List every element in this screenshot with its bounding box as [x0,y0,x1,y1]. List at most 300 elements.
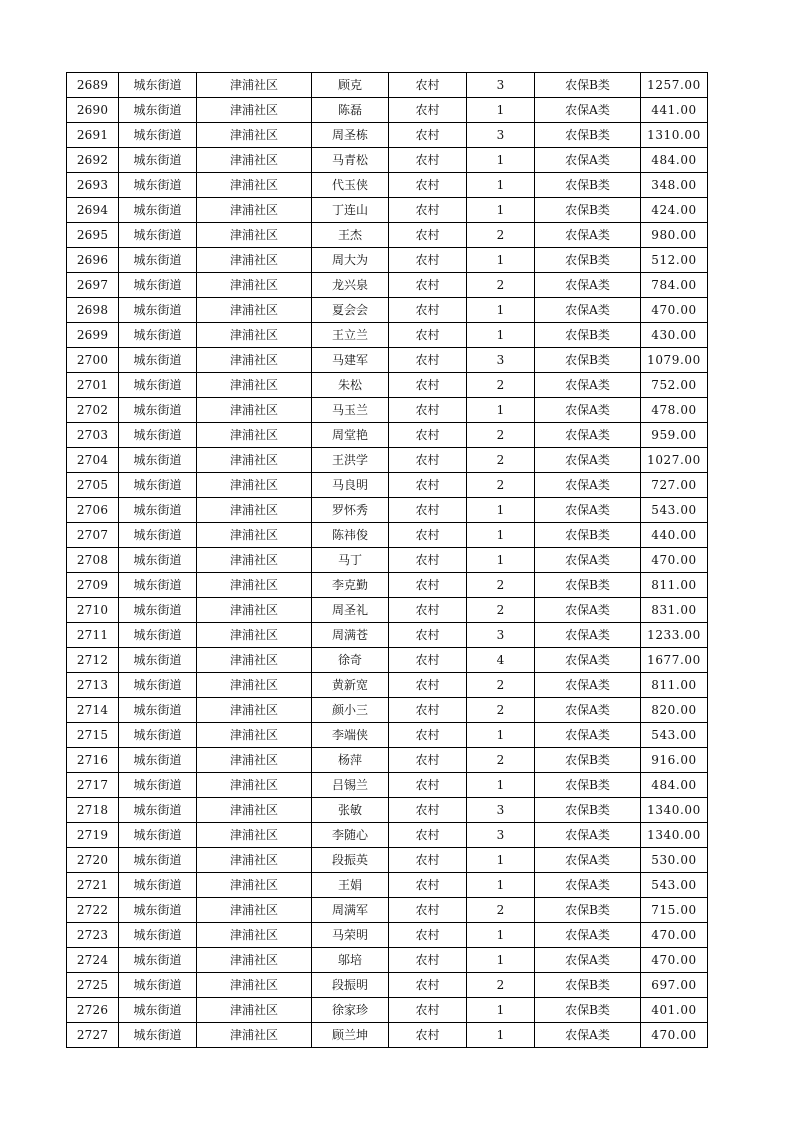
name-cell: 段振英 [312,848,389,873]
table-row [67,748,708,773]
street-cell: 城东街道 [119,248,197,273]
household-count-cell: 1 [467,948,535,973]
insurance-category-cell: 农保A类 [535,698,641,723]
amount-cell: 1257.00 [641,73,708,98]
area-type-cell: 农村 [389,198,467,223]
amount-cell: 543.00 [641,873,708,898]
area-type-cell: 农村 [389,73,467,98]
area-type-cell: 农村 [389,548,467,573]
table-row [67,173,708,198]
table-row [67,98,708,123]
community-cell: 津浦社区 [197,648,312,673]
street-cell: 城东街道 [119,798,197,823]
household-count-cell: 1 [467,723,535,748]
name-cell: 马良明 [312,473,389,498]
name-cell: 徐奇 [312,648,389,673]
street-cell: 城东街道 [119,373,197,398]
area-type-cell: 农村 [389,173,467,198]
community-cell: 津浦社区 [197,573,312,598]
name-cell: 颜小三 [312,698,389,723]
area-type-cell: 农村 [389,798,467,823]
name-cell: 马荣明 [312,923,389,948]
insurance-category-cell: 农保B类 [535,573,641,598]
community-cell: 津浦社区 [197,98,312,123]
row-number-cell: 2718 [67,798,119,823]
row-number-cell: 2712 [67,648,119,673]
area-type-cell: 农村 [389,223,467,248]
name-cell: 王娟 [312,873,389,898]
area-type-cell: 农村 [389,898,467,923]
row-number-cell: 2711 [67,623,119,648]
insurance-category-cell: 农保B类 [535,323,641,348]
community-cell: 津浦社区 [197,673,312,698]
community-cell: 津浦社区 [197,623,312,648]
insurance-category-cell: 农保A类 [535,148,641,173]
row-number-cell: 2695 [67,223,119,248]
row-number-cell: 2715 [67,723,119,748]
household-count-cell: 2 [467,698,535,723]
name-cell: 夏会会 [312,298,389,323]
community-cell: 津浦社区 [197,273,312,298]
table-row [67,273,708,298]
amount-cell: 440.00 [641,523,708,548]
household-count-cell: 1 [467,998,535,1023]
insurance-category-cell: 农保A类 [535,498,641,523]
insurance-category-cell: 农保A类 [535,473,641,498]
street-cell: 城东街道 [119,148,197,173]
amount-cell: 1677.00 [641,648,708,673]
amount-cell: 478.00 [641,398,708,423]
row-number-cell: 2698 [67,298,119,323]
table-row [67,723,708,748]
community-cell: 津浦社区 [197,323,312,348]
amount-cell: 1027.00 [641,448,708,473]
community-cell: 津浦社区 [197,948,312,973]
name-cell: 陈磊 [312,98,389,123]
community-cell: 津浦社区 [197,873,312,898]
name-cell: 马玉兰 [312,398,389,423]
street-cell: 城东街道 [119,498,197,523]
community-cell: 津浦社区 [197,423,312,448]
table-row [67,923,708,948]
row-number-cell: 2697 [67,273,119,298]
community-cell: 津浦社区 [197,823,312,848]
street-cell: 城东街道 [119,923,197,948]
insurance-category-cell: 农保A类 [535,848,641,873]
household-count-cell: 1 [467,398,535,423]
insurance-category-cell: 农保A类 [535,98,641,123]
community-cell: 津浦社区 [197,548,312,573]
household-count-cell: 2 [467,673,535,698]
insurance-category-cell: 农保A类 [535,548,641,573]
insurance-category-cell: 农保A类 [535,823,641,848]
community-cell: 津浦社区 [197,923,312,948]
household-count-cell: 2 [467,373,535,398]
row-number-cell: 2726 [67,998,119,1023]
street-cell: 城东街道 [119,748,197,773]
street-cell: 城东街道 [119,398,197,423]
street-cell: 城东街道 [119,473,197,498]
area-type-cell: 农村 [389,98,467,123]
area-type-cell: 农村 [389,823,467,848]
data-table [66,72,708,1048]
amount-cell: 470.00 [641,548,708,573]
amount-cell: 424.00 [641,198,708,223]
table-row [67,698,708,723]
insurance-category-cell: 农保A类 [535,623,641,648]
table-row [67,673,708,698]
row-number-cell: 2716 [67,748,119,773]
household-count-cell: 3 [467,123,535,148]
insurance-category-cell: 农保A类 [535,873,641,898]
row-number-cell: 2713 [67,673,119,698]
amount-cell: 811.00 [641,573,708,598]
table-body [67,73,708,1048]
street-cell: 城东街道 [119,898,197,923]
amount-cell: 715.00 [641,898,708,923]
household-count-cell: 3 [467,73,535,98]
amount-cell: 1310.00 [641,123,708,148]
name-cell: 周圣栋 [312,123,389,148]
area-type-cell: 农村 [389,648,467,673]
table-row [67,148,708,173]
area-type-cell: 农村 [389,248,467,273]
amount-cell: 727.00 [641,473,708,498]
household-count-cell: 1 [467,498,535,523]
name-cell: 朱松 [312,373,389,398]
household-count-cell: 3 [467,823,535,848]
amount-cell: 980.00 [641,223,708,248]
community-cell: 津浦社区 [197,998,312,1023]
table-row [67,873,708,898]
area-type-cell: 农村 [389,848,467,873]
amount-cell: 1233.00 [641,623,708,648]
street-cell: 城东街道 [119,948,197,973]
amount-cell: 1340.00 [641,823,708,848]
street-cell: 城东街道 [119,698,197,723]
street-cell: 城东街道 [119,323,197,348]
street-cell: 城东街道 [119,273,197,298]
row-number-cell: 2714 [67,698,119,723]
name-cell: 徐家珍 [312,998,389,1023]
street-cell: 城东街道 [119,348,197,373]
row-number-cell: 2724 [67,948,119,973]
name-cell: 顾克 [312,73,389,98]
row-number-cell: 2722 [67,898,119,923]
area-type-cell: 农村 [389,873,467,898]
household-count-cell: 1 [467,248,535,273]
table-row [67,498,708,523]
table-row [67,573,708,598]
insurance-category-cell: 农保B类 [535,998,641,1023]
insurance-category-cell: 农保A类 [535,1023,641,1048]
name-cell: 龙兴泉 [312,273,389,298]
name-cell: 周堂艳 [312,423,389,448]
row-number-cell: 2693 [67,173,119,198]
community-cell: 津浦社区 [197,398,312,423]
amount-cell: 831.00 [641,598,708,623]
household-count-cell: 2 [467,223,535,248]
amount-cell: 697.00 [641,973,708,998]
area-type-cell: 农村 [389,773,467,798]
community-cell: 津浦社区 [197,373,312,398]
insurance-category-cell: 农保B类 [535,248,641,273]
name-cell: 顾兰坤 [312,1023,389,1048]
insurance-category-cell: 农保A类 [535,373,641,398]
community-cell: 津浦社区 [197,748,312,773]
area-type-cell: 农村 [389,973,467,998]
insurance-category-cell: 农保A类 [535,398,641,423]
street-cell: 城东街道 [119,523,197,548]
street-cell: 城东街道 [119,673,197,698]
household-count-cell: 1 [467,848,535,873]
amount-cell: 752.00 [641,373,708,398]
amount-cell: 430.00 [641,323,708,348]
community-cell: 津浦社区 [197,73,312,98]
table-row [67,448,708,473]
amount-cell: 348.00 [641,173,708,198]
household-count-cell: 1 [467,773,535,798]
row-number-cell: 2703 [67,423,119,448]
amount-cell: 916.00 [641,748,708,773]
street-cell: 城东街道 [119,648,197,673]
household-count-cell: 4 [467,648,535,673]
row-number-cell: 2694 [67,198,119,223]
community-cell: 津浦社区 [197,198,312,223]
community-cell: 津浦社区 [197,223,312,248]
area-type-cell: 农村 [389,623,467,648]
community-cell: 津浦社区 [197,123,312,148]
name-cell: 马建军 [312,348,389,373]
insurance-category-cell: 农保A类 [535,648,641,673]
table-row [67,898,708,923]
name-cell: 马青松 [312,148,389,173]
area-type-cell: 农村 [389,923,467,948]
row-number-cell: 2705 [67,473,119,498]
community-cell: 津浦社区 [197,698,312,723]
community-cell: 津浦社区 [197,148,312,173]
amount-cell: 401.00 [641,998,708,1023]
household-count-cell: 3 [467,623,535,648]
insurance-category-cell: 农保B类 [535,798,641,823]
street-cell: 城东街道 [119,548,197,573]
street-cell: 城东街道 [119,123,197,148]
area-type-cell: 农村 [389,473,467,498]
row-number-cell: 2709 [67,573,119,598]
amount-cell: 811.00 [641,673,708,698]
community-cell: 津浦社区 [197,723,312,748]
street-cell: 城东街道 [119,623,197,648]
table-row [67,773,708,798]
household-count-cell: 2 [467,273,535,298]
amount-cell: 484.00 [641,148,708,173]
amount-cell: 1340.00 [641,798,708,823]
name-cell: 黄新宽 [312,673,389,698]
household-count-cell: 2 [467,973,535,998]
insurance-category-cell: 农保B类 [535,198,641,223]
area-type-cell: 农村 [389,273,467,298]
table-row [67,798,708,823]
area-type-cell: 农村 [389,148,467,173]
name-cell: 马丁 [312,548,389,573]
street-cell: 城东街道 [119,773,197,798]
table-row [67,73,708,98]
household-count-cell: 1 [467,1023,535,1048]
amount-cell: 470.00 [641,298,708,323]
household-count-cell: 1 [467,98,535,123]
insurance-category-cell: 农保A类 [535,298,641,323]
area-type-cell: 农村 [389,323,467,348]
table-row [67,323,708,348]
name-cell: 周圣礼 [312,598,389,623]
household-count-cell: 1 [467,198,535,223]
insurance-category-cell: 农保A类 [535,723,641,748]
insurance-category-cell: 农保B类 [535,123,641,148]
community-cell: 津浦社区 [197,798,312,823]
name-cell: 段振明 [312,973,389,998]
amount-cell: 530.00 [641,848,708,873]
table-row [67,348,708,373]
row-number-cell: 2702 [67,398,119,423]
amount-cell: 470.00 [641,948,708,973]
household-count-cell: 1 [467,523,535,548]
name-cell: 吕锡兰 [312,773,389,798]
table-row [67,648,708,673]
area-type-cell: 农村 [389,348,467,373]
household-count-cell: 1 [467,148,535,173]
household-count-cell: 1 [467,923,535,948]
row-number-cell: 2701 [67,373,119,398]
area-type-cell: 农村 [389,723,467,748]
household-count-cell: 3 [467,348,535,373]
table-row [67,373,708,398]
amount-cell: 441.00 [641,98,708,123]
row-number-cell: 2704 [67,448,119,473]
street-cell: 城东街道 [119,998,197,1023]
community-cell: 津浦社区 [197,898,312,923]
street-cell: 城东街道 [119,1023,197,1048]
community-cell: 津浦社区 [197,523,312,548]
community-cell: 津浦社区 [197,248,312,273]
insurance-category-cell: 农保B类 [535,348,641,373]
insurance-category-cell: 农保A类 [535,923,641,948]
insurance-category-cell: 农保A类 [535,448,641,473]
street-cell: 城东街道 [119,423,197,448]
insurance-category-cell: 农保B类 [535,898,641,923]
table-row [67,848,708,873]
street-cell: 城东街道 [119,723,197,748]
street-cell: 城东街道 [119,573,197,598]
table-row [67,248,708,273]
row-number-cell: 2691 [67,123,119,148]
community-cell: 津浦社区 [197,348,312,373]
row-number-cell: 2689 [67,73,119,98]
household-count-cell: 2 [467,898,535,923]
street-cell: 城东街道 [119,73,197,98]
street-cell: 城东街道 [119,98,197,123]
table-row [67,298,708,323]
household-count-cell: 2 [467,473,535,498]
amount-cell: 784.00 [641,273,708,298]
table-row [67,523,708,548]
table-row [67,198,708,223]
row-number-cell: 2707 [67,523,119,548]
table-row [67,973,708,998]
community-cell: 津浦社区 [197,448,312,473]
area-type-cell: 农村 [389,673,467,698]
street-cell: 城东街道 [119,973,197,998]
table-row [67,598,708,623]
insurance-category-cell: 农保A类 [535,673,641,698]
name-cell: 王杰 [312,223,389,248]
insurance-category-cell: 农保B类 [535,173,641,198]
row-number-cell: 2727 [67,1023,119,1048]
name-cell: 李端侠 [312,723,389,748]
name-cell: 罗怀秀 [312,498,389,523]
household-count-cell: 1 [467,173,535,198]
street-cell: 城东街道 [119,298,197,323]
area-type-cell: 农村 [389,573,467,598]
area-type-cell: 农村 [389,698,467,723]
name-cell: 张敏 [312,798,389,823]
amount-cell: 1079.00 [641,348,708,373]
table-row [67,1023,708,1048]
area-type-cell: 农村 [389,298,467,323]
community-cell: 津浦社区 [197,973,312,998]
street-cell: 城东街道 [119,198,197,223]
household-count-cell: 2 [467,423,535,448]
amount-cell: 470.00 [641,923,708,948]
row-number-cell: 2725 [67,973,119,998]
amount-cell: 470.00 [641,1023,708,1048]
name-cell: 杨萍 [312,748,389,773]
street-cell: 城东街道 [119,848,197,873]
insurance-category-cell: 农保A类 [535,598,641,623]
community-cell: 津浦社区 [197,848,312,873]
table-row [67,548,708,573]
name-cell: 李随心 [312,823,389,848]
row-number-cell: 2721 [67,873,119,898]
area-type-cell: 农村 [389,498,467,523]
table-row [67,998,708,1023]
area-type-cell: 农村 [389,448,467,473]
household-count-cell: 2 [467,748,535,773]
amount-cell: 820.00 [641,698,708,723]
area-type-cell: 农村 [389,1023,467,1048]
household-count-cell: 3 [467,798,535,823]
insurance-category-cell: 农保A类 [535,273,641,298]
amount-cell: 484.00 [641,773,708,798]
household-count-cell: 1 [467,323,535,348]
name-cell: 王立兰 [312,323,389,348]
area-type-cell: 农村 [389,523,467,548]
table-row [67,823,708,848]
table-row [67,423,708,448]
table-row [67,473,708,498]
community-cell: 津浦社区 [197,298,312,323]
household-count-cell: 1 [467,298,535,323]
amount-cell: 512.00 [641,248,708,273]
name-cell: 陈祎俊 [312,523,389,548]
insurance-category-cell: 农保A类 [535,423,641,448]
table-row [67,223,708,248]
name-cell: 周满军 [312,898,389,923]
insurance-category-cell: 农保B类 [535,773,641,798]
household-count-cell: 1 [467,873,535,898]
row-number-cell: 2720 [67,848,119,873]
area-type-cell: 农村 [389,123,467,148]
insurance-category-cell: 农保B类 [535,748,641,773]
